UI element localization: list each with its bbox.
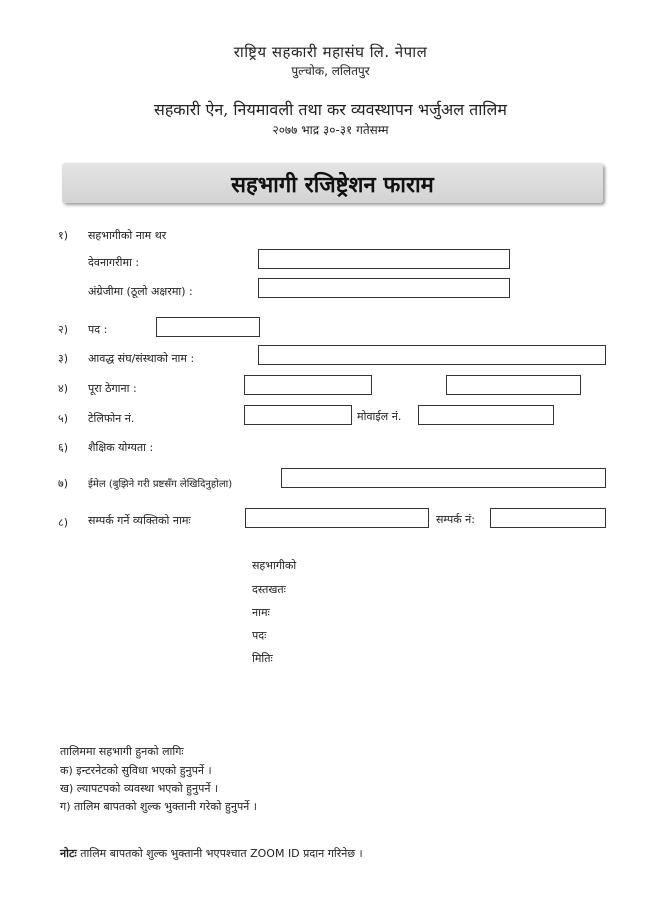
field-7-number: ७) [58,477,69,490]
form-title: सहभागी रजिष्ट्रेशन फाराम [231,172,434,198]
organization-label: आवद्ध संघ/संस्थाको नाम : [88,352,195,365]
contact-person-input[interactable] [245,508,429,528]
field-8-number: ८) [58,516,69,529]
post-label: पद : [88,323,108,336]
organization-input[interactable] [258,345,606,365]
note-label: नोटः [60,847,77,860]
education-label: शैक्षिक योग्यता : [88,441,154,454]
requirements-heading: तालिममा सहभागी हुनको लागिः [60,745,184,758]
mobile-label: मोवाईल नं. [357,410,402,423]
devanagari-name-input[interactable] [258,249,510,269]
contact-number-input[interactable] [490,508,606,528]
training-title: सहकारी ऐन, नियमावली तथा कर व्यवस्थापन भर्जुअल तालिम [154,100,507,119]
contact-person-label: सम्पर्क गर्ने व्यक्तिको नामः [88,514,191,527]
signature-sign: दस्तखतः [252,583,286,596]
organization-address: पुल्चोक, ललितपुर [291,64,370,78]
english-name-input[interactable] [258,278,510,298]
mobile-input[interactable] [418,405,554,425]
telephone-input[interactable] [244,405,352,425]
field-1-label: सहभागीको नाम थर [88,229,167,242]
signature-date: मितिः [252,652,273,665]
address-label: पूरा ठेगाना : [88,382,137,395]
post-input[interactable] [156,317,260,337]
requirement-item: ग) तालिम बापतको शुल्क भुक्तानी गरेको हुनुपर्ने । [60,800,257,813]
requirement-item: क) इन्टरनेटको सुविधा भएको हुनुपर्ने । [60,764,212,777]
field-1-number: १) [58,229,69,242]
email-input[interactable] [281,468,606,488]
email-label: ईमेल (बुझिने गरी प्रष्टसँग लेखिदिनुहोला) [88,479,233,490]
field-4-number: ४) [58,382,69,395]
organization-name: राष्ट्रिय सहकारी महासंघ लि. नेपाल [233,43,428,61]
signature-participant: सहभागीको [252,559,297,572]
english-name-label: अंग्रेजीमा (ठूलो अक्षरमा) : [88,285,193,298]
signature-post: पदः [252,629,267,642]
address-input-1[interactable] [244,375,372,395]
field-3-number: ३) [58,352,69,365]
form-title-banner [62,163,603,203]
field-6-number: ६) [58,441,69,454]
field-2-number: २) [58,323,69,336]
signature-name: नामः [252,606,270,619]
note [60,846,363,861]
note-text: तालिम बापतको शुल्क भुक्तानी भएपश्चात ZOOM ID प्रदान गरिनेछ । [80,847,363,860]
requirement-item: ख) ल्यापटपको व्यवस्था भएको हुनुपर्ने । [60,782,219,795]
field-5-number: ५) [58,412,69,425]
training-date: २०७७ भाद्र ३०-३१ गतेसम्म [272,123,389,137]
contact-number-label: सम्पर्क नं: [436,513,475,526]
devanagari-name-label: देवनागरीमा : [88,256,140,269]
address-input-2[interactable] [446,375,581,395]
telephone-label: टेलिफोन नं. [88,412,135,425]
